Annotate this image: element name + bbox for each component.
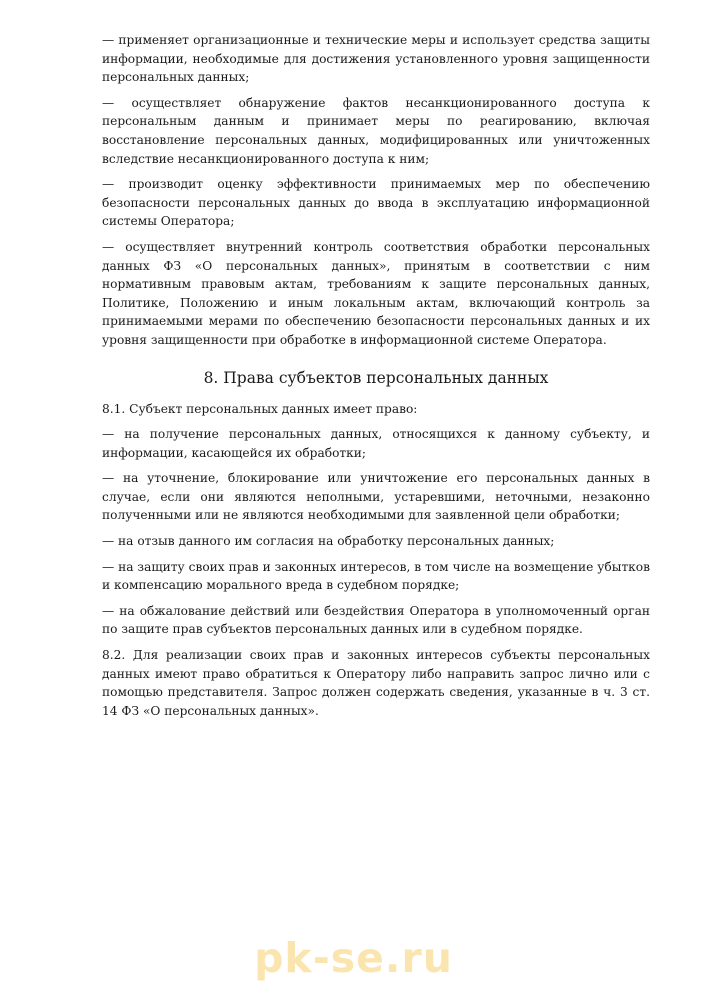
paragraph-right-receive: — на получение персональных данных, относящихся к данному субъекту, и информации, касающейся их обработки; [102,427,650,460]
paragraph-right-clarify: — на уточнение, блокирование или уничтожение его персональных данных в случае, если они являются неполными, устаревшими, неточными, незаконно полученными или не являются необходимыми для заявленной цели обработки; [102,471,650,523]
paragraph-8-1: 8.1. Субъект персональных данных имеет право: [102,401,418,416]
paragraph-detection-unauthorized-access: — осуществляет обнаружение фактов несанкционированного доступа к персональным данным и принимает меры по реагированию, включая восстановление персональных данных, модифицированных или уничтоженных вследствие несанкционированного доступа к ним; [102,95,650,166]
paragraph-measures-protection: — применяет организационные и технические меры и использует средства защиты информации, необходимые для достижения установленного уровня защищенности персональных данных; [102,33,650,85]
paragraph-internal-control: — осуществляет внутренний контроль соответствия обработки персональных данных ФЗ «О персональных данных», принятым в соответствии с ним нормативным правовым актам, требованиям к защите персональных данных, Политике, Положению и иным локальным актам, включающий контроль за принимаемыми мерами по обеспечению безопасности персональных данных и их уровня защищенности при обработке в информационной системе Оператора. [102,239,650,347]
watermark-logo: pk-se.ru [254,934,453,982]
paragraph-right-protect: — на защиту своих прав и законных интересов, в том числе на возмещение убытков и компенсацию морального вреда в судебном порядке; [102,559,650,593]
section-title: 8. Права субъектов персональных данных [203,368,549,387]
paragraph-right-withdraw: — на отзыв данного им согласия на обработку персональных данных; [102,534,555,549]
paragraph-right-appeal: — на обжалование действий или бездействия Оператора в уполномоченный орган по защите прав субъектов персональных данных или в судебном порядке. [102,603,650,637]
paragraph-efficiency-assessment: — производит оценку эффективности принимаемых мер по обеспечению безопасности персональных данных до ввода в эксплуатацию информационной системы Оператора; [102,177,650,229]
document-body [102,31,650,727]
paragraph-8-2: 8.2. Для реализации своих прав и законных интересов субъекты персональных данных имеют право обратиться к Оператору либо направить запрос лично или с помощью представителя. Запрос должен содержать сведения, указанные в ч. 3 ст. 14 ФЗ «О персональных данных». [102,648,650,718]
